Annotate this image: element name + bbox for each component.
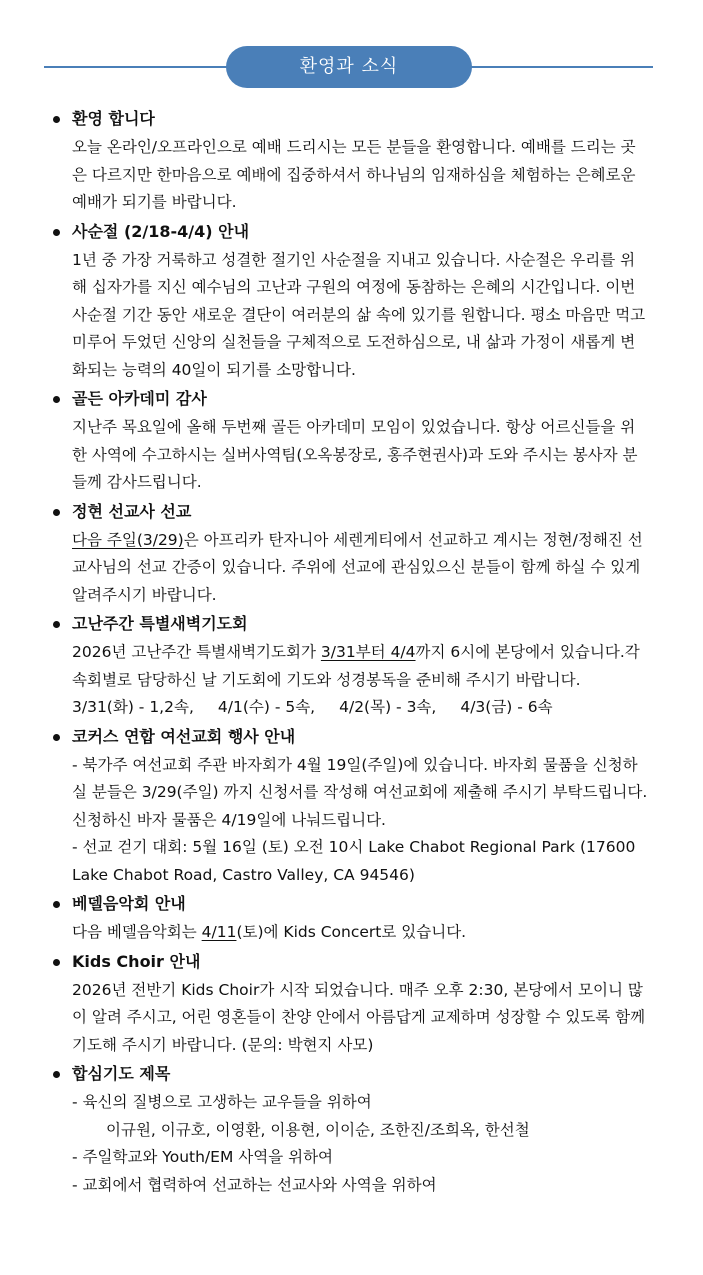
announcement-title: 합심기도 제목 bbox=[72, 1064, 171, 1083]
bullet-icon bbox=[53, 1071, 60, 1078]
highlight-date: 3/31부터 4/4 bbox=[320, 643, 416, 661]
announcement-body: 오늘 온라인/오프라인으로 예배 드리시는 모든 분들을 환영합니다. 예배를 드리는 곳은 다르지만 한마음으로 예배에 집중하셔서 하나님의 임재하심을 체험하는 은혜로운 예배가 되기를 바랍니다. bbox=[72, 138, 636, 211]
announcement-passion-week bbox=[50, 609, 650, 722]
announcement-title: 환영 합니다 bbox=[72, 109, 155, 128]
bullet-icon bbox=[53, 509, 60, 516]
announcement-title: Kids Choir 안내 bbox=[72, 951, 201, 971]
body-text: 까지 6시에 본당에서 있습니다.각 속회별로 담당하신 날 기도회에 기도와 성경봉독을 준비해 주시기 바랍니다. bbox=[72, 643, 640, 689]
body-text: 2026년 고난주간 특별새벽기도회가 bbox=[72, 643, 321, 661]
announcement-title: 코커스 연합 여선교회 행사 안내 bbox=[72, 726, 296, 746]
announcement-welcome bbox=[50, 104, 650, 217]
bullet-icon bbox=[53, 116, 60, 123]
announcement-golden-academy bbox=[50, 384, 650, 497]
highlight-date: 다음 주일(3/29) bbox=[72, 530, 184, 549]
announcement-body: 1년 중 가장 거룩하고 성결한 절기인 사순절을 지내고 있습니다. 사순절은 우리를 위해 십자가를 지신 예수님의 고난과 구원의 여정에 동참하는 은혜의 시간입니다. 이번 사순절 기간 동안 새로운 결단이 여러분의 삶 속에 있기를 원합니다. 평소 마음만 먹고 미루어 두었던 신앙의 실천들을 구체적으로 도전하심으로, 내 삶과 가정이 새롭게 변화되는 능력의 40일이 되기를 소망합니다. bbox=[72, 250, 646, 379]
bazaar-line: - 북가주 여선교회 주관 바자회가 4월 19일(주일)에 있습니다. 바자회 물품을 신청하실 분들은 3/29(주일) 까지 신청서를 작성해 여선교회에 제출해 주시기 부탁드립니다. 신청하신 바자 물품은 4/19일에 나눠드립니다. bbox=[72, 755, 648, 829]
bullet-icon bbox=[53, 901, 60, 908]
section-header bbox=[0, 46, 703, 88]
announcement-title: 정현 선교사 선교 bbox=[72, 501, 192, 521]
announcement-missionary bbox=[50, 497, 650, 610]
announcement-body bbox=[72, 752, 650, 890]
body-text: (토)에 Kids Concert로 있습니다. bbox=[236, 923, 467, 941]
prayer-line: - 주일학교와 Youth/EM 사역을 위하여 bbox=[72, 1148, 334, 1166]
bullet-icon bbox=[53, 959, 60, 966]
schedule-entry: 4/1(수) - 5속, bbox=[217, 698, 316, 716]
schedule-entry: 4/3(금) - 6속 bbox=[460, 698, 553, 716]
announcements-list bbox=[50, 104, 650, 1199]
announcement-prayer bbox=[50, 1059, 650, 1199]
bullet-icon bbox=[53, 229, 60, 236]
schedule-entry: 3/31(화) - 1,2속, bbox=[72, 698, 194, 716]
prayer-line: - 교회에서 협력하여 선교하는 선교사와 사역을 위하여 bbox=[72, 1175, 437, 1194]
announcement-title: 사순절 (2/18-4/4) 안내 bbox=[72, 221, 250, 241]
schedule-line bbox=[72, 694, 650, 722]
bullet-icon bbox=[53, 734, 60, 741]
announcement-lent bbox=[50, 217, 650, 385]
announcement-title: 고난주간 특별새벽기도회 bbox=[72, 614, 248, 633]
bullet-icon bbox=[53, 621, 60, 628]
announcement-womens-mission bbox=[50, 722, 650, 890]
announcement-body bbox=[72, 527, 650, 610]
announcement-bethel-concert bbox=[50, 889, 650, 947]
walk-line: - 선교 걷기 대회: 5월 16일 (토) 오전 10시 Lake Chabot Regional Park (17600 Lake Chabot Road, Castro Valley, CA 94546) bbox=[72, 838, 636, 884]
announcement-title: 골든 아카데미 감사 bbox=[72, 389, 207, 408]
announcement-body bbox=[72, 639, 650, 722]
header-title: 환영과 소식 bbox=[226, 46, 472, 88]
announcement-body: 2026년 전반기 Kids Choir가 시작 되었습니다. 매주 오후 2:30, 본당에서 모이니 많이 알려 주시고, 어린 영혼들이 찬양 안에서 아름답게 교제하며 성장할 수 있도록 함께 기도해 주시기 바랍니다. (문의: 박현지 사모) bbox=[72, 980, 646, 1054]
announcement-body bbox=[72, 919, 650, 947]
announcement-title: 베델음악회 안내 bbox=[72, 894, 186, 913]
announcement-body bbox=[72, 1089, 650, 1199]
announcement-body: 지난주 목요일에 올해 두번째 골든 아카데미 모임이 있었습니다. 항상 어르신들을 위한 사역에 수고하시는 실버사역팀(오옥봉장로, 홍주현권사)과 도와 주시는 봉사자 분들께 감사드립니다. bbox=[72, 418, 638, 491]
schedule-entry: 4/2(목) - 3속, bbox=[339, 698, 437, 716]
highlight-date: 4/11 bbox=[201, 923, 237, 941]
body-text: 다음 베델음악회는 bbox=[72, 923, 202, 941]
bullet-icon bbox=[53, 396, 60, 403]
prayer-line: - 육신의 질병으로 고생하는 교우들을 위하여 bbox=[72, 1093, 372, 1111]
prayer-names: 이규원, 이규호, 이영환, 이용현, 이이순, 조한진/조희옥, 한선철 bbox=[106, 1120, 530, 1139]
body-text: 은 아프리카 탄자니아 세렌게티에서 선교하고 계시는 정현/정해진 선교사님의 선교 간증이 있습니다. 주위에 선교에 관심있으신 분들이 함께 하실 수 있게 알려주시기 바랍니다. bbox=[72, 530, 643, 604]
announcement-kids-choir bbox=[50, 947, 650, 1060]
